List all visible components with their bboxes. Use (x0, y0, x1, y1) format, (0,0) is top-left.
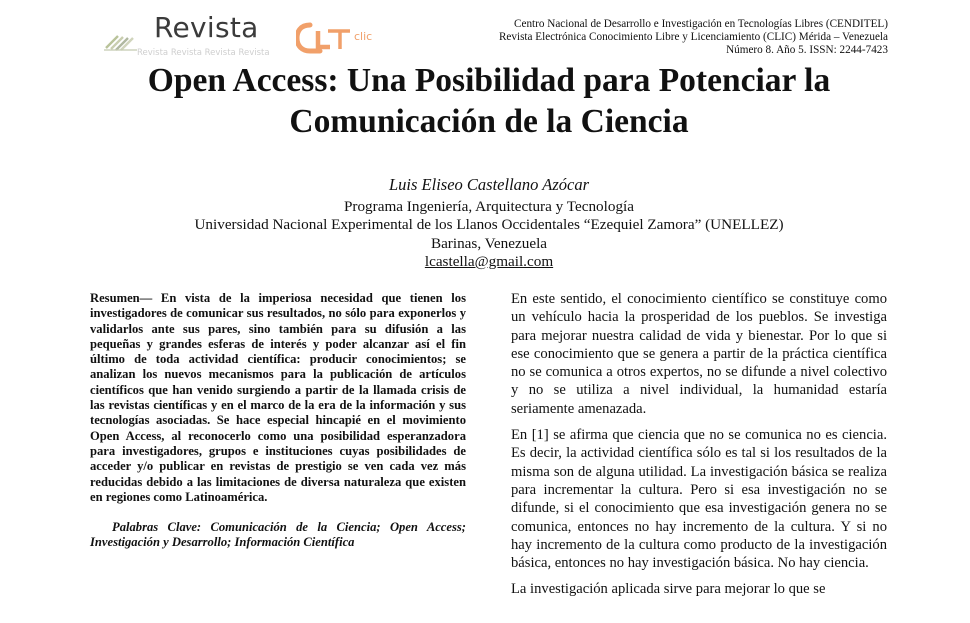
abstract: Resumen— En vista de la imperiosa necesidad que tienen los investigadores de comunicar sus resultados, no sólo para exponerlos y validarlos ante sus pares, sino también para su difusión a las pequeñas y grandes esferas de interés y poder alcanzar así el fin último de toda actividad científica: producir conocimientos; se analizan los nuevos mecanismos para la publicación de artículos científicos que han venido surgiendo a partir de la llamada crisis de las revistas científicas y en el marco de la era de la información y sus tecnologías asociadas. Se hace especial hincapié en el movimiento Open Access, al reconocerlo como una posibilidad esperanzadora para investigadores, grupos e instituciones cuyas posibilidades de acceder y/o publicar en revistas de prestigio se ven cada vez más reducidas debido a las limitaciones de diversa naturaleza que existen en regiones como Latinoamérica. (90, 291, 466, 504)
body-paragraph-3: La investigación aplicada sirve para mejorar lo que se (511, 581, 826, 598)
journal-line: Revista Electrónica Conocimiento Libre y Licenciamiento (CLIC) Mérida – Venezuela (498, 31, 888, 43)
author-name: Luis Eliseo Castellano Azócar (389, 175, 589, 194)
issue-line: Número 8. Año 5. ISSN: 2244-7423 (726, 44, 888, 56)
body-paragraph-1: En este sentido, el conocimiento científico se constituye como un vehículo hacia la prosperidad de los pueblos. Se investiga para mejorar nuestra calidad de vida y bienestar. Por lo que si ese conocimiento que se genera a partir de la práctica científica no se comunica a otros expertos, no se difunde a nivel colectivo y no se utiliza a nivel individual, la humanidad estaría seriamente amenazada. (511, 291, 887, 417)
clic-emblem-icon (296, 22, 352, 54)
keywords: Palabras Clave: Comunicación de la Ciencia; Open Access; Investigación y Desarrollo; Información Científica (90, 520, 466, 550)
paper-title (0, 60, 970, 142)
revista-logo (104, 10, 289, 58)
logo-wordmark: Revista (154, 11, 259, 44)
left-column (90, 291, 466, 551)
author-location: Barinas, Venezuela (430, 234, 548, 252)
journal-header (0, 0, 970, 62)
logo-ghost-text: Revista Revista Revista Revista (137, 48, 270, 58)
clic-logo-text: clic (354, 30, 373, 43)
body-paragraph-2: En [1] se afirma que ciencia que no se comunica no es ciencia. Es decir, la actividad científica sólo es tal si los resultados de la misma son de alguna utilidad. La investigación básica se realiza para incrementar la cultura. Pero si esa investigación no se difunde, si el conocimiento que esa investigación genera no se comunica, entonces no hay incremento de la cultura. Y si no hay incremento de la cultura como producto de la investigación básica, entonces no hay investigación básica. No hay ciencia. (511, 427, 887, 572)
author-university: Universidad Nacional Experimental de los Llanos Occidentales “Ezequiel Zamora” (UNELLEZ) (194, 216, 784, 234)
journal-info (499, 18, 888, 57)
right-column (511, 290, 887, 607)
title-line-1: Open Access: Una Posibilidad para Potenciar la (147, 62, 831, 99)
feather-icon (104, 32, 140, 52)
institution-line: Centro Nacional de Desarrollo e Investigación en Tecnologías Libres (CENDITEL) (514, 18, 888, 30)
author-email-link[interactable]: lcastella@gmail.com (424, 252, 554, 270)
title-line-2: Comunicación de la Ciencia (289, 103, 689, 140)
author-program: Programa Ingeniería, Arquitectura y Tecnología (343, 198, 635, 215)
clic-logo (296, 22, 391, 58)
author-block (0, 175, 970, 271)
